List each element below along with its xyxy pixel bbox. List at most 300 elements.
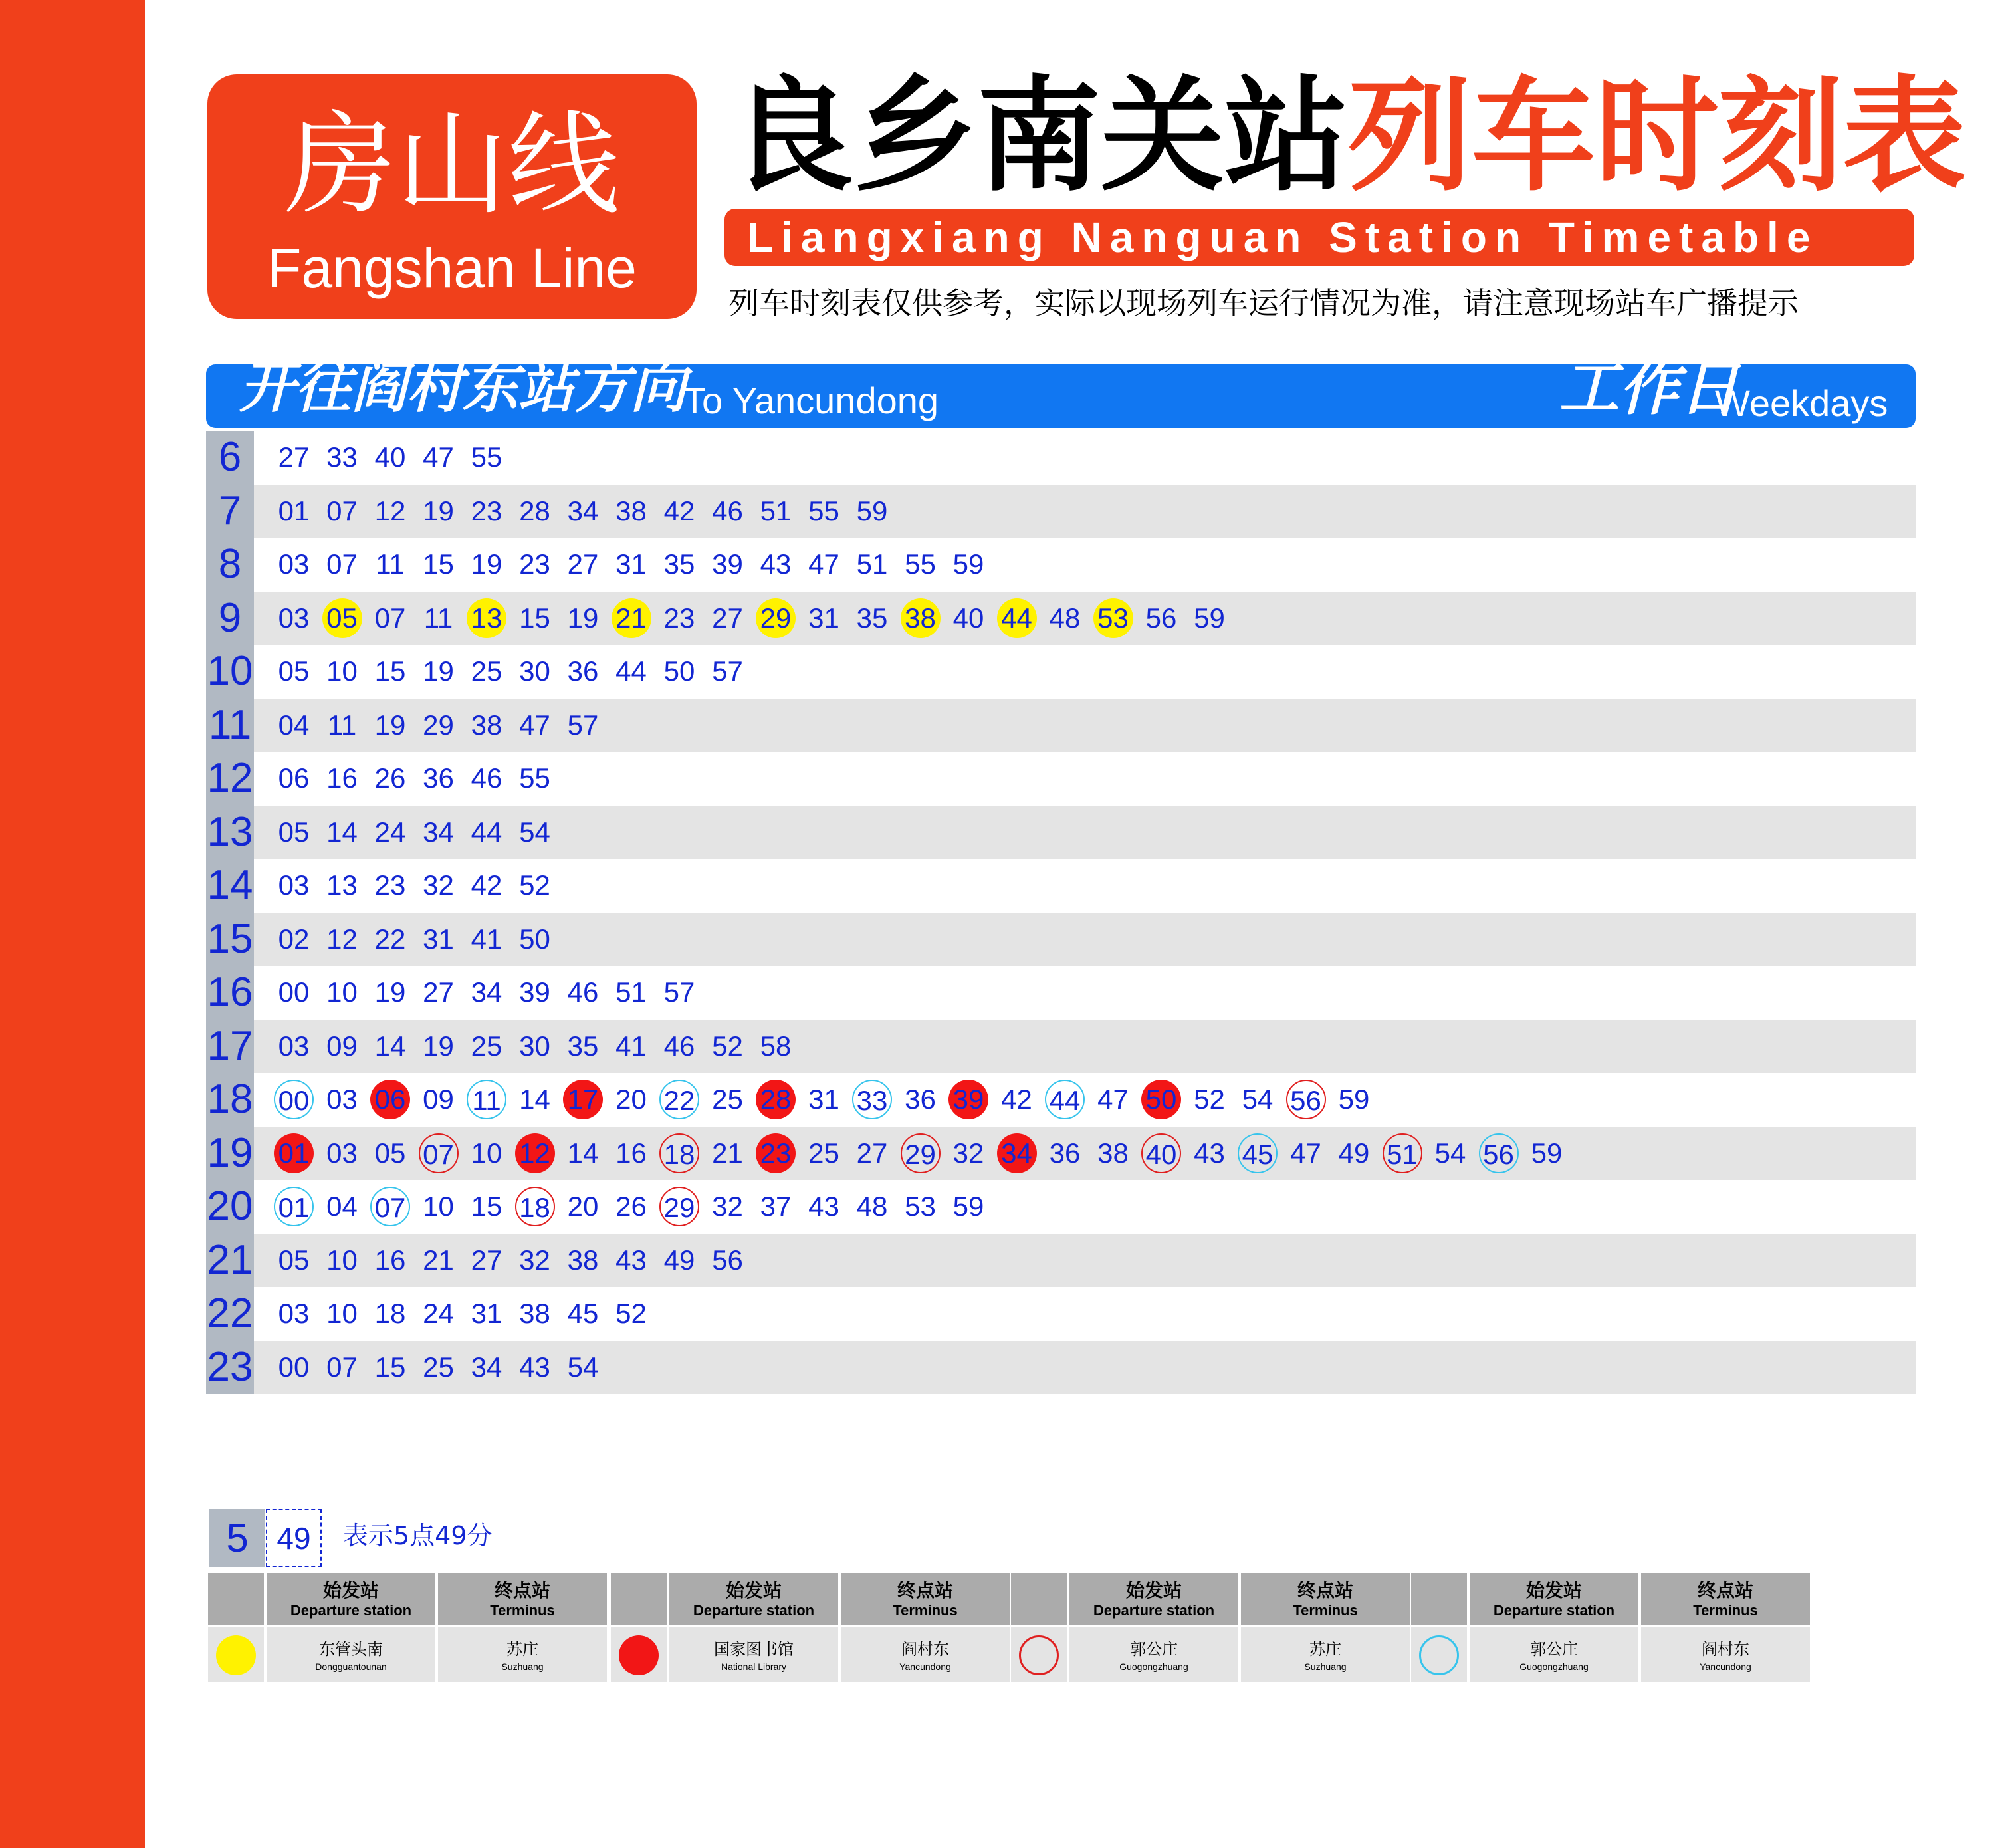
key-departure-header-zh: 始发站 bbox=[1125, 1579, 1182, 1601]
key-terminus-station bbox=[1241, 1627, 1410, 1682]
key-departure-header-en: Departure station bbox=[1093, 1602, 1215, 1619]
minute: 43 bbox=[1194, 1137, 1225, 1169]
daytype-zh: 工作日 bbox=[1559, 354, 1739, 423]
minute: 32 bbox=[712, 1191, 743, 1222]
key-terminus-station bbox=[438, 1627, 607, 1682]
minute: 14 bbox=[326, 816, 358, 848]
marked-minute: 18 bbox=[515, 1187, 555, 1226]
minute: 48 bbox=[1049, 602, 1081, 634]
marked-minute: 11 bbox=[467, 1080, 506, 1119]
minute: 42 bbox=[663, 495, 695, 526]
minute: 07 bbox=[374, 602, 406, 634]
hour-row bbox=[206, 538, 1916, 592]
key-terminus-station-zh: 苏庄 bbox=[1309, 1640, 1341, 1659]
minute: 27 bbox=[423, 977, 454, 1008]
marked-minute: 21 bbox=[612, 598, 651, 638]
minute: 59 bbox=[856, 495, 888, 526]
key-marker-header bbox=[208, 1573, 264, 1625]
marked-minute: 28 bbox=[756, 1080, 796, 1119]
minute: 03 bbox=[278, 548, 310, 580]
line-name-en: Fangshan Line bbox=[267, 237, 637, 299]
hour-row bbox=[206, 966, 1916, 1020]
minute: 21 bbox=[712, 1137, 743, 1169]
minute: 38 bbox=[567, 1244, 599, 1276]
minute: 03 bbox=[278, 869, 310, 901]
key-terminus-header-en: Terminus bbox=[490, 1602, 555, 1619]
minute: 45 bbox=[567, 1298, 599, 1329]
minute: 10 bbox=[326, 1298, 358, 1329]
minute: 11 bbox=[423, 602, 453, 634]
minute: 36 bbox=[567, 655, 599, 687]
minute: 54 bbox=[1242, 1084, 1274, 1115]
marked-minute: 01 bbox=[274, 1187, 314, 1226]
key-departure-station-zh: 郭公庄 bbox=[1530, 1640, 1578, 1659]
minute: 14 bbox=[567, 1137, 599, 1169]
minute: 42 bbox=[471, 869, 502, 901]
marked-minute: 07 bbox=[370, 1187, 410, 1226]
hour-row bbox=[206, 1234, 1916, 1288]
minute: 12 bbox=[326, 923, 358, 955]
minute: 39 bbox=[712, 548, 743, 580]
direction-en: To Yancundong bbox=[683, 380, 939, 421]
minute: 25 bbox=[471, 1030, 502, 1062]
minute: 15 bbox=[519, 602, 550, 634]
minute: 19 bbox=[374, 709, 406, 741]
key-departure-header bbox=[267, 1573, 435, 1625]
marked-minute: 51 bbox=[1383, 1133, 1422, 1173]
minute: 29 bbox=[423, 709, 454, 741]
key-terminus-header-en: Terminus bbox=[1693, 1602, 1758, 1619]
minute: 30 bbox=[519, 1030, 550, 1062]
minute: 39 bbox=[519, 977, 550, 1008]
hour-label: 21 bbox=[206, 1234, 254, 1288]
key-terminus-header-en: Terminus bbox=[893, 1602, 958, 1619]
minute: 00 bbox=[278, 1351, 310, 1383]
key-departure-station-zh: 郭公庄 bbox=[1130, 1640, 1178, 1659]
minute: 19 bbox=[423, 655, 454, 687]
marked-minute: 17 bbox=[563, 1080, 603, 1119]
minute: 19 bbox=[471, 548, 502, 580]
marked-minute: 29 bbox=[756, 598, 796, 638]
minute: 52 bbox=[1194, 1084, 1225, 1115]
minute: 03 bbox=[278, 1030, 310, 1062]
minute: 32 bbox=[519, 1244, 550, 1276]
marked-minute: 44 bbox=[997, 598, 1037, 638]
minute: 37 bbox=[760, 1191, 792, 1222]
minute: 46 bbox=[712, 495, 743, 526]
key-terminus-station bbox=[841, 1627, 1010, 1682]
minute: 10 bbox=[471, 1137, 502, 1169]
key-departure-header bbox=[1470, 1573, 1638, 1625]
key-terminus-station-zh: 阎村东 bbox=[1702, 1640, 1749, 1659]
marked-minute: 05 bbox=[322, 598, 362, 638]
minute: 00 bbox=[278, 977, 310, 1008]
line-name-zh: 房山线 bbox=[284, 100, 619, 230]
minute: 33 bbox=[326, 441, 358, 473]
marked-minute: 38 bbox=[901, 598, 941, 638]
key-departure-header-zh: 始发站 bbox=[1525, 1579, 1582, 1601]
key-terminus-station-en: Yancundong bbox=[1700, 1661, 1751, 1672]
hour-row bbox=[206, 1341, 1916, 1395]
minute: 12 bbox=[374, 495, 406, 526]
minute: 35 bbox=[663, 548, 695, 580]
key-terminus-header bbox=[1641, 1573, 1810, 1625]
hour-label: 14 bbox=[206, 859, 254, 913]
key-terminus-station-en: Suzhuang bbox=[1304, 1661, 1347, 1672]
minute: 18 bbox=[374, 1298, 406, 1329]
key-terminus-header-zh: 终点站 bbox=[494, 1579, 550, 1601]
minute: 20 bbox=[615, 1084, 647, 1115]
minute: 23 bbox=[519, 548, 550, 580]
key-marker-header bbox=[1411, 1573, 1467, 1625]
key-marker-header bbox=[611, 1573, 667, 1625]
hour-label: 17 bbox=[206, 1020, 254, 1074]
minute: 44 bbox=[471, 816, 502, 848]
marked-minute: 56 bbox=[1286, 1080, 1326, 1119]
minute: 05 bbox=[278, 655, 310, 687]
minute: 19 bbox=[423, 1030, 454, 1062]
minute: 34 bbox=[567, 495, 599, 526]
minute: 35 bbox=[567, 1030, 599, 1062]
minute: 47 bbox=[808, 548, 839, 580]
minute: 54 bbox=[1434, 1137, 1466, 1169]
hour-label: 6 bbox=[206, 431, 254, 485]
marked-minute: 12 bbox=[515, 1133, 555, 1173]
key-terminus-header-zh: 终点站 bbox=[1297, 1579, 1353, 1601]
key-terminus-station-en: Yancundong bbox=[899, 1661, 951, 1672]
hour-label: 7 bbox=[206, 485, 254, 538]
minute: 05 bbox=[374, 1137, 406, 1169]
minute: 52 bbox=[519, 869, 550, 901]
hour-row bbox=[206, 859, 1916, 913]
minute: 32 bbox=[952, 1137, 984, 1169]
red-fill-marker-icon bbox=[619, 1635, 659, 1675]
minute: 25 bbox=[471, 655, 502, 687]
hour-label: 12 bbox=[206, 752, 254, 806]
line-badge bbox=[207, 74, 697, 319]
hour-row bbox=[206, 1020, 1916, 1074]
notice-text: 列车时刻表仅供参考，实际以现场列车运行情况为准，请注意现场站车广播提示 bbox=[728, 285, 1799, 321]
minute: 32 bbox=[423, 869, 454, 901]
key-terminus-header-zh: 终点站 bbox=[897, 1579, 953, 1601]
hour-label: 16 bbox=[206, 966, 254, 1020]
key-departure-station bbox=[267, 1627, 435, 1682]
minute: 03 bbox=[278, 602, 310, 634]
minute: 51 bbox=[856, 548, 888, 580]
minute: 04 bbox=[326, 1191, 358, 1222]
key-departure-header-en: Departure station bbox=[693, 1602, 815, 1619]
minute: 52 bbox=[615, 1298, 647, 1329]
minute: 28 bbox=[519, 495, 550, 526]
minute: 06 bbox=[278, 762, 310, 794]
minute: 36 bbox=[423, 762, 454, 794]
minute: 31 bbox=[471, 1298, 502, 1329]
minute: 16 bbox=[326, 762, 358, 794]
minute: 27 bbox=[278, 441, 310, 473]
key-departure-header-zh: 始发站 bbox=[725, 1579, 782, 1601]
marked-minute: 29 bbox=[901, 1133, 941, 1173]
minute: 43 bbox=[615, 1244, 647, 1276]
minute: 03 bbox=[326, 1084, 358, 1115]
minute: 11 bbox=[376, 548, 405, 580]
marked-minute: 13 bbox=[467, 598, 506, 638]
minute: 15 bbox=[471, 1191, 502, 1222]
minute: 26 bbox=[374, 762, 406, 794]
minute: 23 bbox=[663, 602, 695, 634]
minute: 23 bbox=[374, 869, 406, 901]
minute: 35 bbox=[856, 602, 888, 634]
english-title: Liangxiang Nanguan Station Timetable bbox=[724, 209, 1914, 266]
key-departure-station-en: Guogongzhuang bbox=[1519, 1661, 1589, 1672]
key-departure-station-zh: 国家图书馆 bbox=[714, 1640, 794, 1659]
hour-row bbox=[206, 913, 1916, 967]
direction-zh: 开往阎村东站方向 bbox=[239, 355, 687, 420]
marker-key-table bbox=[208, 1573, 1811, 1682]
hour-label: 22 bbox=[206, 1287, 254, 1341]
marked-minute: 50 bbox=[1141, 1080, 1181, 1119]
marked-minute: 33 bbox=[852, 1080, 892, 1119]
minute: 24 bbox=[423, 1298, 454, 1329]
minute: 03 bbox=[278, 1298, 310, 1329]
minute: 46 bbox=[663, 1030, 695, 1062]
key-departure-station-en: Dongguantounan bbox=[315, 1661, 387, 1672]
minute: 43 bbox=[519, 1351, 550, 1383]
minute: 13 bbox=[326, 869, 358, 901]
minute: 44 bbox=[615, 655, 647, 687]
key-departure-header bbox=[669, 1573, 838, 1625]
hour-row bbox=[206, 1073, 1916, 1127]
hour-row bbox=[206, 645, 1916, 699]
minute: 57 bbox=[712, 655, 743, 687]
key-departure-station-en: Guogongzhuang bbox=[1119, 1661, 1188, 1672]
key-terminus-station bbox=[1641, 1627, 1810, 1682]
minute: 27 bbox=[712, 602, 743, 634]
minute: 10 bbox=[326, 977, 358, 1008]
minute: 02 bbox=[278, 923, 310, 955]
minute: 50 bbox=[519, 923, 550, 955]
minute: 46 bbox=[471, 762, 502, 794]
page-title bbox=[730, 66, 1966, 206]
minute: 47 bbox=[1290, 1137, 1321, 1169]
minute: 03 bbox=[326, 1137, 358, 1169]
minute: 09 bbox=[326, 1030, 358, 1062]
minute: 04 bbox=[278, 709, 310, 741]
minute: 14 bbox=[519, 1084, 550, 1115]
minute: 25 bbox=[423, 1351, 454, 1383]
minute: 55 bbox=[808, 495, 839, 526]
marked-minute: 56 bbox=[1479, 1133, 1519, 1173]
minute: 41 bbox=[615, 1030, 647, 1062]
marked-minute: 39 bbox=[948, 1080, 988, 1119]
minute: 15 bbox=[374, 655, 406, 687]
minute: 05 bbox=[278, 816, 310, 848]
key-departure-station-en: National Library bbox=[721, 1661, 787, 1672]
minute: 59 bbox=[952, 548, 984, 580]
hour-row bbox=[206, 1180, 1916, 1234]
minute: 10 bbox=[326, 655, 358, 687]
minute: 51 bbox=[760, 495, 792, 526]
marked-minute: 06 bbox=[370, 1080, 410, 1119]
key-terminus-header-en: Terminus bbox=[1293, 1602, 1358, 1619]
minute: 27 bbox=[567, 548, 599, 580]
minute: 26 bbox=[615, 1191, 647, 1222]
minute: 14 bbox=[374, 1030, 406, 1062]
minute: 31 bbox=[808, 1084, 839, 1115]
marked-minute: 23 bbox=[756, 1133, 796, 1173]
minute: 54 bbox=[567, 1351, 599, 1383]
minute: 53 bbox=[905, 1191, 936, 1222]
minute: 59 bbox=[1338, 1084, 1370, 1115]
minute: 36 bbox=[1049, 1137, 1081, 1169]
minute: 43 bbox=[808, 1191, 839, 1222]
minute: 27 bbox=[471, 1244, 502, 1276]
key-terminus-station-zh: 阎村东 bbox=[901, 1640, 949, 1659]
side-color-bar bbox=[0, 0, 145, 1848]
key-departure-header-zh: 始发站 bbox=[322, 1579, 379, 1601]
minute: 10 bbox=[423, 1191, 454, 1222]
minute: 34 bbox=[423, 816, 454, 848]
marked-minute: 07 bbox=[419, 1133, 459, 1173]
key-terminus-header bbox=[841, 1573, 1010, 1625]
minute: 55 bbox=[471, 441, 502, 473]
marked-minute: 53 bbox=[1093, 598, 1133, 638]
minute: 42 bbox=[1001, 1084, 1032, 1115]
title-suffix: 列车时刻表 bbox=[1348, 64, 1967, 208]
marked-minute: 18 bbox=[659, 1133, 699, 1173]
hour-row bbox=[206, 485, 1916, 538]
minute: 34 bbox=[471, 977, 502, 1008]
marked-minute: 22 bbox=[659, 1080, 699, 1119]
minute: 34 bbox=[471, 1351, 502, 1383]
key-departure-station bbox=[669, 1627, 838, 1682]
hour-row bbox=[206, 752, 1916, 806]
minute: 22 bbox=[374, 923, 406, 955]
hour-label: 11 bbox=[206, 699, 254, 752]
minute: 27 bbox=[856, 1137, 888, 1169]
minute: 41 bbox=[471, 923, 502, 955]
key-departure-header-en: Departure station bbox=[290, 1602, 412, 1619]
minute: 11 bbox=[327, 709, 357, 741]
key-departure-station bbox=[1069, 1627, 1238, 1682]
minute: 31 bbox=[615, 548, 647, 580]
minute: 21 bbox=[423, 1244, 454, 1276]
minute: 07 bbox=[326, 548, 358, 580]
legend-example-minute: 49 bbox=[266, 1509, 322, 1567]
hour-label: 15 bbox=[206, 913, 254, 967]
direction-bar bbox=[206, 354, 1916, 428]
minute: 54 bbox=[519, 816, 550, 848]
minute: 47 bbox=[1097, 1084, 1129, 1115]
minute: 07 bbox=[326, 495, 358, 526]
key-terminus-header bbox=[438, 1573, 607, 1625]
minute: 51 bbox=[615, 977, 647, 1008]
minute: 58 bbox=[760, 1030, 792, 1062]
marked-minute: 34 bbox=[997, 1133, 1037, 1173]
minute: 01 bbox=[278, 495, 310, 526]
hour-row bbox=[206, 1127, 1916, 1181]
minute: 46 bbox=[567, 977, 599, 1008]
minute: 25 bbox=[712, 1084, 743, 1115]
minute: 10 bbox=[326, 1244, 358, 1276]
cyan-ring-marker-icon bbox=[1419, 1635, 1459, 1675]
minute: 31 bbox=[423, 923, 454, 955]
hour-label: 10 bbox=[206, 645, 254, 699]
red-ring-marker-icon bbox=[1019, 1635, 1059, 1675]
minute: 24 bbox=[374, 816, 406, 848]
minute: 50 bbox=[663, 655, 695, 687]
minute: 56 bbox=[712, 1244, 743, 1276]
title-station: 良乡南关站 bbox=[730, 64, 1349, 208]
minute: 59 bbox=[1531, 1137, 1563, 1169]
key-marker-header bbox=[1011, 1573, 1067, 1625]
minute: 15 bbox=[374, 1351, 406, 1383]
minute: 19 bbox=[374, 977, 406, 1008]
minute: 30 bbox=[519, 655, 550, 687]
marked-minute: 29 bbox=[659, 1187, 699, 1226]
timetable bbox=[206, 431, 1916, 1394]
hour-row bbox=[206, 431, 1916, 485]
hour-row bbox=[206, 592, 1916, 645]
hour-row bbox=[206, 1287, 1916, 1341]
hour-row bbox=[206, 699, 1916, 752]
marked-minute: 40 bbox=[1141, 1133, 1181, 1173]
minute: 19 bbox=[567, 602, 599, 634]
minute: 59 bbox=[952, 1191, 984, 1222]
minute: 16 bbox=[374, 1244, 406, 1276]
minute: 40 bbox=[952, 602, 984, 634]
key-departure-header-en: Departure station bbox=[1493, 1602, 1615, 1619]
hour-row bbox=[206, 806, 1916, 860]
yellow-fill-marker-icon bbox=[216, 1635, 256, 1675]
minute: 09 bbox=[423, 1084, 454, 1115]
minute: 57 bbox=[567, 709, 599, 741]
marked-minute: 00 bbox=[274, 1080, 314, 1119]
minute: 15 bbox=[423, 548, 454, 580]
minute: 49 bbox=[663, 1244, 695, 1276]
minute: 38 bbox=[615, 495, 647, 526]
minute: 47 bbox=[423, 441, 454, 473]
daytype-en: Weekdays bbox=[1715, 382, 1888, 424]
marked-minute: 01 bbox=[274, 1133, 314, 1173]
marked-minute: 45 bbox=[1238, 1133, 1278, 1173]
minute: 05 bbox=[278, 1244, 310, 1276]
minute: 36 bbox=[905, 1084, 936, 1115]
minute: 48 bbox=[856, 1191, 888, 1222]
key-terminus-header-zh: 终点站 bbox=[1697, 1579, 1753, 1601]
hour-label: 9 bbox=[206, 592, 254, 645]
legend-example-hour: 5 bbox=[209, 1509, 265, 1567]
minute: 19 bbox=[423, 495, 454, 526]
minute: 40 bbox=[374, 441, 406, 473]
minute: 52 bbox=[712, 1030, 743, 1062]
key-departure-station-zh: 东管头南 bbox=[319, 1640, 383, 1659]
minute: 23 bbox=[471, 495, 502, 526]
minute: 38 bbox=[471, 709, 502, 741]
marked-minute: 44 bbox=[1045, 1080, 1085, 1119]
minute: 38 bbox=[1097, 1137, 1129, 1169]
minute: 38 bbox=[519, 1298, 550, 1329]
key-terminus-header bbox=[1241, 1573, 1410, 1625]
minute: 49 bbox=[1338, 1137, 1370, 1169]
minute: 55 bbox=[519, 762, 550, 794]
minute: 25 bbox=[808, 1137, 839, 1169]
key-terminus-station-en: Suzhuang bbox=[501, 1661, 544, 1672]
hour-label: 13 bbox=[206, 806, 254, 860]
hour-label: 20 bbox=[206, 1180, 254, 1234]
minute: 59 bbox=[1194, 602, 1225, 634]
key-departure-header bbox=[1069, 1573, 1238, 1625]
minute: 31 bbox=[808, 602, 839, 634]
